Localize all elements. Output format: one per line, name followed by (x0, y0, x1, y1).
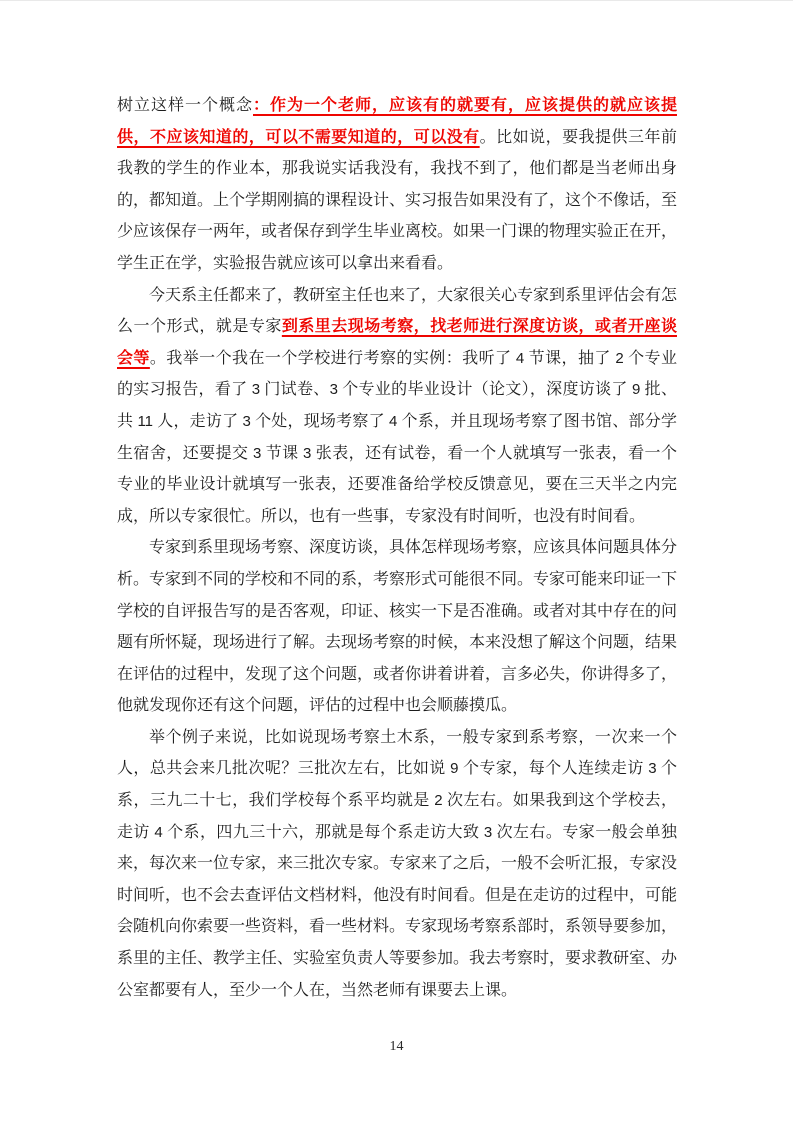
text-run: 专家到系里现场考察、深度访谈，具体怎样现场考察，应该具体问题具体分析。专家到不同的学校和不同的系，考察形式可能很不同。专家可能来印证一下学校的自评报告写的是否客观，印证、核实一下是否准确。或者对其中存在的问题有所怀疑，现场进行了解。去现场考察的时候，本来没想了解这个问题，结果在评估的过程中，发现了这个问题，或者你讲着讲着，言多必失，你讲得多了，他就发现你还有这个问题，评估的过程中也会顺藤摸瓜。 (117, 539, 678, 715)
numeral: 3 (648, 760, 657, 778)
paragraph-4 (117, 722, 677, 1006)
highlighted-text-run: ：作为一个老师，应该有的就要有，应该提供的就应该提供，不应该知道的，可以不需要知道的，可以没有 (117, 97, 677, 146)
numeral: 4 (389, 412, 398, 430)
highlighted-text-run: 到系里去现场考察，找老师进行深度访谈，或者开座谈会等 (117, 318, 677, 367)
page-number: 14 (389, 1039, 404, 1054)
numeral: 11 (137, 412, 154, 430)
text-run: 。我举一个我在一个学校进行考察的实例：我听了 4 节课，抽了 2 个专业的实习报告，看了 3 门试卷、3 个专业的毕业设计（论文），深度访谈了 9 批、共 11 人，走访了 3 个处，现场考察了 4 个系，并且现场考察了图书馆、部分学生宿舍，还要提交 3 节课 3 张表，还有试卷，看一个人就填写一张表，看一个专业的毕业设计就填写一张表，还要准备给学校反馈意见，要在三天半之内完成，所以专家很忙。所以，也有一些事，专家没有时间听，也没有时间看。 (117, 349, 677, 525)
text-run: 今天系主任都来了，教研室主任也来了，大家很关心专家到系里评估会有怎么一个形式，就是专家 (117, 286, 678, 336)
numeral: 9 (632, 381, 641, 399)
numeral: 9 (450, 760, 459, 778)
document-body-text (117, 90, 677, 1006)
numeral: 3 (251, 381, 261, 399)
text-run: 举个例子来说，比如说现场考察土木系，一般专家到系考察，一次来一个人，总共会来几批次呢？三批次左右，比如说 9 个专家，每个人连续走访 3 个系，三九二十七，我们学校每个系平均就是 2 次左右。如果我到这个学校去，走访 4 个系，四九三十六，那就是每个系走访大致 3 次左右。专家一般会单独来，每次来一位专家，来三批次专家。专家来了之后，一般不会听汇报，专家没时间听，也不会去查评估文档材料，他没有时间看。但是在走访的过程中，可能会随机向你索要一些资料，看一些材料。专家现场考察系部时，系领导要参加，系里的主任、教学主任、实验室负责人等要参加。我去考察时，要求教研室、办公室都要有人，至少一个人在，当然老师有课要去上课。 (117, 728, 678, 999)
numeral: 4 (154, 823, 163, 841)
numeral: 2 (615, 349, 624, 367)
numeral: 3 (483, 823, 493, 841)
numeral: 3 (329, 381, 338, 399)
paragraph-2 (117, 280, 677, 533)
numeral: 2 (434, 792, 443, 810)
numeral: 3 (242, 412, 251, 430)
numeral: 3 (252, 444, 262, 462)
numeral: 3 (303, 444, 312, 462)
text-run: 树立这样一个概念 (117, 97, 253, 114)
numeral: 4 (515, 349, 525, 367)
paragraph-3 (117, 532, 677, 722)
paragraph-1 (117, 90, 677, 280)
text-run: 。比如说，要我提供三年前我教的学生的作业本，那我说实话我没有，我找不到了，他们都是当老师出身的，都知道。上个学期刚搞的课程设计、实习报告如果没有了，这个不像话，至少应该保存一两年，或者保存到学生毕业离校。如果一门课的物理实验正在开，学生正在学，实验报告就应该可以拿出来看看。 (117, 128, 678, 272)
